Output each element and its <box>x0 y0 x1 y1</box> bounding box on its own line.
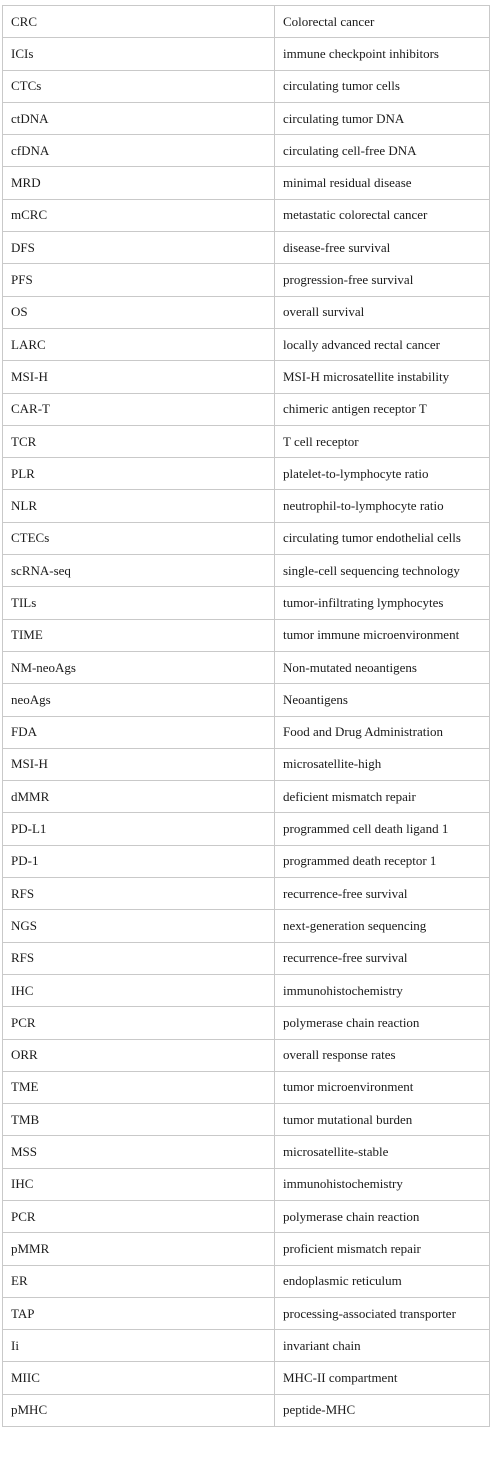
definition-cell: Food and Drug Administration <box>275 716 490 748</box>
abbreviation-cell: CTCs <box>3 70 275 102</box>
table-row <box>3 1200 490 1232</box>
definition-cell: metastatic colorectal cancer <box>275 199 490 231</box>
definition-cell: programmed death receptor 1 <box>275 845 490 877</box>
definition-cell: chimeric antigen receptor T <box>275 393 490 425</box>
definition-cell: Non-mutated neoantigens <box>275 651 490 683</box>
definition-cell: overall survival <box>275 296 490 328</box>
definition-cell: programmed cell death ligand 1 <box>275 813 490 845</box>
table-row <box>3 458 490 490</box>
abbreviation-cell: ctDNA <box>3 102 275 134</box>
abbreviation-cell: MSI-H <box>3 748 275 780</box>
table-row <box>3 1007 490 1039</box>
table-row <box>3 393 490 425</box>
abbreviation-cell: CTECs <box>3 522 275 554</box>
definition-cell: microsatellite-stable <box>275 1136 490 1168</box>
table-row <box>3 1394 490 1426</box>
table-row <box>3 232 490 264</box>
abbreviation-cell: PCR <box>3 1007 275 1039</box>
abbreviation-cell: MSS <box>3 1136 275 1168</box>
table-row <box>3 651 490 683</box>
definition-cell: circulating tumor DNA <box>275 102 490 134</box>
abbreviation-cell: Ii <box>3 1330 275 1362</box>
abbreviation-cell: cfDNA <box>3 135 275 167</box>
table-row <box>3 1168 490 1200</box>
abbreviation-cell: ICIs <box>3 38 275 70</box>
abbreviation-cell: NM-neoAgs <box>3 651 275 683</box>
table-row <box>3 1136 490 1168</box>
abbreviation-cell: pMMR <box>3 1233 275 1265</box>
definition-cell: microsatellite-high <box>275 748 490 780</box>
table-row <box>3 587 490 619</box>
definition-cell: deficient mismatch repair <box>275 781 490 813</box>
table-row <box>3 490 490 522</box>
abbreviation-cell: IHC <box>3 1168 275 1200</box>
abbreviation-cell: CAR-T <box>3 393 275 425</box>
abbreviation-cell: LARC <box>3 328 275 360</box>
definition-cell: invariant chain <box>275 1330 490 1362</box>
abbreviations-table <box>2 5 490 1427</box>
abbreviations-table-container <box>2 5 489 1427</box>
definition-cell: MSI-H microsatellite instability <box>275 361 490 393</box>
definition-cell: immune checkpoint inhibitors <box>275 38 490 70</box>
table-row <box>3 878 490 910</box>
abbreviation-cell: PD-1 <box>3 845 275 877</box>
abbreviation-cell: TAP <box>3 1297 275 1329</box>
abbreviation-cell: OS <box>3 296 275 328</box>
abbreviation-cell: RFS <box>3 942 275 974</box>
abbreviation-cell: PD-L1 <box>3 813 275 845</box>
definition-cell: disease-free survival <box>275 232 490 264</box>
abbreviation-cell: RFS <box>3 878 275 910</box>
table-row <box>3 1297 490 1329</box>
table-row <box>3 1233 490 1265</box>
table-row <box>3 38 490 70</box>
definition-cell: Colorectal cancer <box>275 6 490 38</box>
definition-cell: circulating tumor endothelial cells <box>275 522 490 554</box>
table-row <box>3 1362 490 1394</box>
definition-cell: tumor microenvironment <box>275 1071 490 1103</box>
definition-cell: single-cell sequencing technology <box>275 555 490 587</box>
definition-cell: next-generation sequencing <box>275 910 490 942</box>
abbreviation-cell: TME <box>3 1071 275 1103</box>
abbreviation-cell: NGS <box>3 910 275 942</box>
table-row <box>3 135 490 167</box>
definition-cell: processing-associated transporter <box>275 1297 490 1329</box>
abbreviation-cell: scRNA-seq <box>3 555 275 587</box>
abbreviation-cell: dMMR <box>3 781 275 813</box>
table-row <box>3 70 490 102</box>
table-row <box>3 555 490 587</box>
definition-cell: platelet-to-lymphocyte ratio <box>275 458 490 490</box>
table-row <box>3 1071 490 1103</box>
definition-cell: tumor-infiltrating lymphocytes <box>275 587 490 619</box>
definition-cell: overall response rates <box>275 1039 490 1071</box>
table-row <box>3 102 490 134</box>
table-row <box>3 684 490 716</box>
definition-cell: recurrence-free survival <box>275 942 490 974</box>
definition-cell: progression-free survival <box>275 264 490 296</box>
abbreviation-cell: CRC <box>3 6 275 38</box>
definition-cell: endoplasmic reticulum <box>275 1265 490 1297</box>
table-row <box>3 1039 490 1071</box>
definition-cell: circulating tumor cells <box>275 70 490 102</box>
definition-cell: immunohistochemistry <box>275 974 490 1006</box>
abbreviations-table-body <box>3 6 490 1427</box>
table-row <box>3 942 490 974</box>
table-row <box>3 1330 490 1362</box>
abbreviation-cell: pMHC <box>3 1394 275 1426</box>
table-row <box>3 361 490 393</box>
definition-cell: tumor mutational burden <box>275 1104 490 1136</box>
table-row <box>3 328 490 360</box>
definition-cell: neutrophil-to-lymphocyte ratio <box>275 490 490 522</box>
abbreviation-cell: TCR <box>3 425 275 457</box>
definition-cell: locally advanced rectal cancer <box>275 328 490 360</box>
table-row <box>3 1104 490 1136</box>
definition-cell: polymerase chain reaction <box>275 1200 490 1232</box>
table-row <box>3 974 490 1006</box>
definition-cell: T cell receptor <box>275 425 490 457</box>
table-row <box>3 748 490 780</box>
abbreviation-cell: mCRC <box>3 199 275 231</box>
table-row <box>3 425 490 457</box>
abbreviation-cell: ER <box>3 1265 275 1297</box>
definition-cell: peptide-MHC <box>275 1394 490 1426</box>
abbreviation-cell: PCR <box>3 1200 275 1232</box>
table-row <box>3 716 490 748</box>
definition-cell: Neoantigens <box>275 684 490 716</box>
definition-cell: MHC-II compartment <box>275 1362 490 1394</box>
abbreviation-cell: IHC <box>3 974 275 1006</box>
definition-cell: tumor immune microenvironment <box>275 619 490 651</box>
abbreviation-cell: PLR <box>3 458 275 490</box>
table-row <box>3 781 490 813</box>
table-row <box>3 199 490 231</box>
abbreviation-cell: MIIC <box>3 1362 275 1394</box>
abbreviation-cell: TMB <box>3 1104 275 1136</box>
abbreviation-cell: MSI-H <box>3 361 275 393</box>
abbreviation-cell: ORR <box>3 1039 275 1071</box>
abbreviation-cell: FDA <box>3 716 275 748</box>
definition-cell: proficient mismatch repair <box>275 1233 490 1265</box>
definition-cell: polymerase chain reaction <box>275 1007 490 1039</box>
definition-cell: immunohistochemistry <box>275 1168 490 1200</box>
table-row <box>3 296 490 328</box>
abbreviation-cell: DFS <box>3 232 275 264</box>
table-row <box>3 264 490 296</box>
abbreviation-cell: NLR <box>3 490 275 522</box>
definition-cell: circulating cell-free DNA <box>275 135 490 167</box>
abbreviation-cell: MRD <box>3 167 275 199</box>
abbreviation-cell: PFS <box>3 264 275 296</box>
abbreviation-cell: TILs <box>3 587 275 619</box>
table-row <box>3 910 490 942</box>
definition-cell: minimal residual disease <box>275 167 490 199</box>
table-row <box>3 845 490 877</box>
abbreviation-cell: TIME <box>3 619 275 651</box>
abbreviation-cell: neoAgs <box>3 684 275 716</box>
table-row <box>3 813 490 845</box>
table-row <box>3 522 490 554</box>
table-row <box>3 619 490 651</box>
table-row <box>3 167 490 199</box>
table-row <box>3 1265 490 1297</box>
definition-cell: recurrence-free survival <box>275 878 490 910</box>
table-row <box>3 6 490 38</box>
